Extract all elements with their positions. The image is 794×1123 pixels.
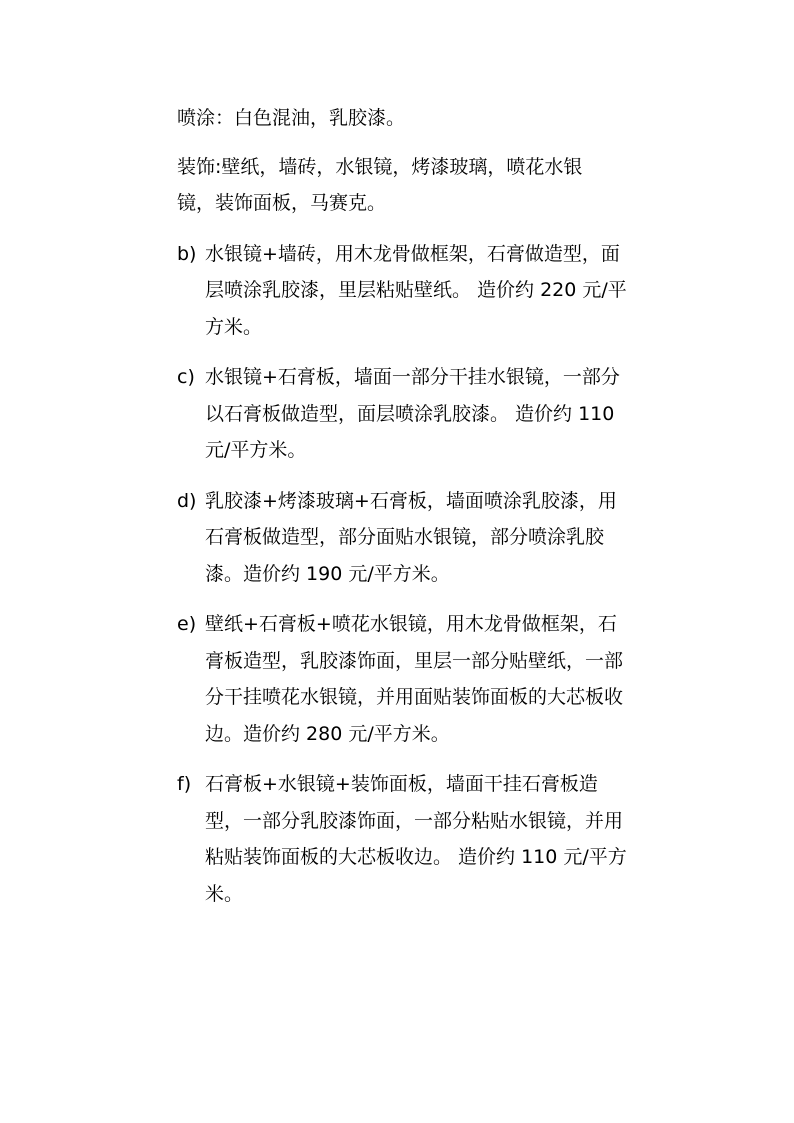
list-item-label: c) (177, 366, 195, 388)
paragraph-spray-coating (177, 100, 673, 137)
list-item-line: 粘贴装饰面板的大芯板收边。 造价约 110 元/平方 (205, 846, 627, 868)
list-item-line: 水银镜+墙砖，用木龙骨做框架，石膏做造型，面 (205, 242, 620, 265)
list-item-line: 边。造价约 280 元/平方米。 (205, 722, 450, 745)
list-item-text (205, 359, 673, 469)
paragraph-line: 喷涂：白色混油，乳胶漆。 (177, 107, 406, 129)
list-item-label: d) (177, 489, 197, 512)
paragraph-line: 镜，装饰面板，马赛克。 (177, 192, 387, 214)
list-item-line: 石膏板做造型，部分面贴水银镜，部分喷涂乳胶 (205, 526, 605, 548)
paragraph-decoration (177, 149, 673, 222)
list-item-f (177, 766, 673, 912)
list-item-line: 分干挂喷花水银镜，并用面贴装饰面板的大芯板收 (205, 686, 624, 708)
list-item-line: 石膏板+水银镜+装饰面板，墙面干挂石膏板造 (205, 773, 598, 795)
list-item-label: f) (177, 773, 192, 795)
list-item-line: 方米。 (205, 315, 263, 338)
list-item-line: 米。 (205, 882, 244, 905)
list-item-line: 元/平方米。 (205, 439, 307, 461)
list-item-label: e) (177, 613, 197, 635)
list-item-b (177, 236, 673, 346)
list-item-text (205, 483, 673, 593)
list-item-line: 水银镜+石膏板，墙面一部分干挂水银镜，一部分 (205, 366, 620, 388)
list-item-label: b) (177, 242, 197, 265)
list-item-text (205, 236, 673, 346)
document-page (177, 100, 673, 926)
list-item-line: 漆。造价约 190 元/平方米。 (205, 562, 450, 585)
list-item-text (205, 766, 673, 912)
list-item-line: 壁纸+石膏板+喷花水银镜，用木龙骨做框架，石 (205, 613, 617, 635)
list-item-d (177, 483, 673, 593)
list-item-line: 以石膏板做造型，面层喷涂乳胶漆。 造价约 110 (205, 402, 615, 425)
list-item-line: 型，一部分乳胶漆饰面，一部分粘贴水银镜，并用 (205, 809, 624, 832)
list-item-c (177, 359, 673, 469)
paragraph-line: 装饰:壁纸，墙砖，水银镜，烤漆玻璃，喷花水银 (177, 155, 583, 178)
list-item-e (177, 606, 673, 752)
list-item-line: 乳胶漆+烤漆玻璃+石膏板，墙面喷涂乳胶漆，用 (205, 489, 617, 512)
list-item-text (205, 606, 673, 752)
list-item-line: 膏板造型，乳胶漆饰面，里层一部分贴壁纸，一部 (205, 649, 624, 672)
list-item-line: 层喷涂乳胶漆，里层粘贴壁纸。 造价约 220 元/平 (205, 279, 627, 301)
